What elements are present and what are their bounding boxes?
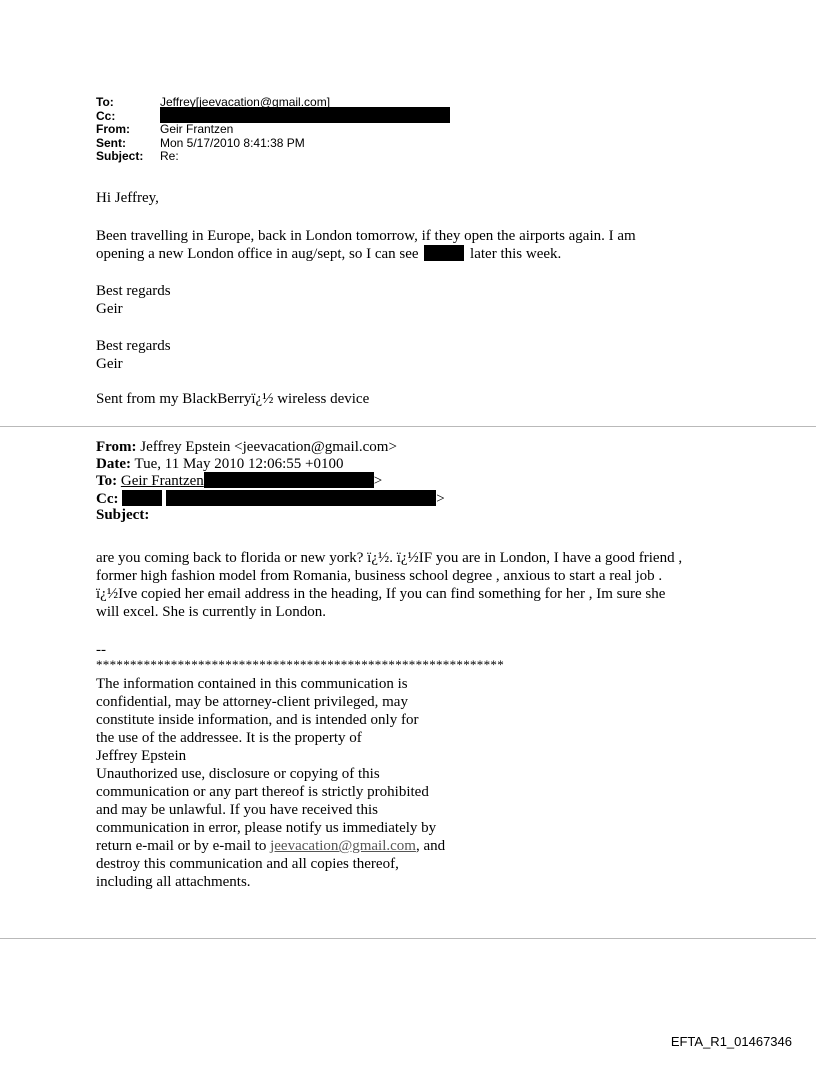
fwd-subject-row bbox=[96, 507, 445, 524]
signoff-2: Best regards bbox=[96, 338, 171, 354]
email-link[interactable]: jeevacation@gmail.com bbox=[270, 838, 416, 854]
disclaimer-line-12: including all attachments. bbox=[96, 874, 251, 890]
disclaimer-line-6: Unauthorized use, disclosure or copying of this bbox=[96, 766, 380, 782]
signature-1 bbox=[96, 282, 171, 318]
reply-greeting: Hi Jeffrey, bbox=[96, 190, 159, 206]
fwd-cc-tail: > bbox=[436, 490, 445, 507]
reply-body-line-2b: later this week. bbox=[470, 246, 562, 262]
redaction-block bbox=[424, 245, 464, 261]
fwd-body-line-3: ï¿½Ive copied her email address in the heading, If you can find something for her , Im sure she bbox=[96, 586, 666, 602]
from-value: Geir Frantzen bbox=[160, 122, 234, 137]
disclaimer-line-2: confidential, may be attorney-client privileged, may bbox=[96, 694, 408, 710]
disclaimer-line-9: communication in error, please notify us immediately by bbox=[96, 820, 437, 836]
signature-2 bbox=[96, 337, 171, 373]
disclaimer-stars: ************************************************************ bbox=[96, 657, 504, 672]
to-value[interactable]: Jeffrey[jeevacation@gmail.com] bbox=[160, 95, 331, 109]
fwd-from-label: From: bbox=[96, 439, 137, 455]
forwarded-body bbox=[96, 549, 682, 621]
fwd-date-label: Date: bbox=[96, 455, 131, 472]
disclaimer-line-1: The information contained in this communication is bbox=[96, 676, 408, 692]
subject-value: Re: bbox=[160, 149, 179, 164]
disclaimer-line-8: and may be unlawful. If you have received this bbox=[96, 802, 378, 818]
fwd-to-label: To: bbox=[96, 473, 118, 489]
fwd-cc-row bbox=[96, 490, 445, 508]
disclaimer-line-5: Jeffrey Epstein bbox=[96, 748, 187, 764]
disclaimer-line-11: destroy this communication and all copies thereof, bbox=[96, 856, 399, 872]
sender-name-1: Geir bbox=[96, 301, 123, 317]
reply-body bbox=[96, 227, 636, 263]
sent-label: Sent: bbox=[96, 135, 126, 150]
fwd-to-value[interactable]: Geir Frantzen bbox=[120, 473, 204, 489]
signoff-1: Best regards bbox=[96, 283, 171, 299]
fwd-from-row bbox=[96, 439, 445, 456]
email-header bbox=[96, 96, 450, 164]
disclaimer-dashes: -- bbox=[96, 642, 106, 658]
to-underline bbox=[160, 108, 352, 109]
reply-body-line-1: Been travelling in Europe, back in London tomorrow, if they open the airports again. I am bbox=[96, 228, 636, 244]
cc-row bbox=[96, 110, 450, 124]
divider-bottom bbox=[0, 938, 816, 939]
divider-top bbox=[0, 426, 816, 427]
disclaimer-line-4: the use of the addressee. It is the property of bbox=[96, 730, 362, 746]
fwd-body-line-2: former high fashion model from Romania, business school degree , anxious to start a real job . bbox=[96, 568, 663, 584]
to-label: To: bbox=[96, 95, 114, 109]
disclaimer-line-10a: return e-mail or by e-mail to bbox=[96, 838, 267, 854]
reply-body-line-2 bbox=[96, 245, 636, 263]
subject-row bbox=[96, 150, 450, 164]
fwd-body-line-4: will excel. She is currently in London. bbox=[96, 604, 326, 620]
fwd-from-value[interactable]: Jeffrey Epstein <jeevacation@gmail.com> bbox=[140, 439, 397, 455]
disclaimer-line-3: constitute inside information, and is intended only for bbox=[96, 712, 419, 728]
fwd-cc-label: Cc: bbox=[96, 490, 119, 507]
fwd-cc-redaction-2 bbox=[166, 490, 436, 506]
reply-body-line-2a: opening a new London office in aug/sept, so I can see bbox=[96, 246, 419, 262]
fwd-body-line-1: are you coming back to florida or new york? ï¿½. ï¿½IF you are in London, I have a good friend , bbox=[96, 550, 683, 566]
fwd-cc-redaction-1 bbox=[122, 490, 162, 506]
disclaimer bbox=[96, 641, 504, 891]
document-id: EFTA_R1_01467346 bbox=[670, 1034, 792, 1049]
disclaimer-line-10b: , and bbox=[415, 838, 446, 854]
device-signature: Sent from my BlackBerryï¿½ wireless device bbox=[96, 391, 370, 407]
forwarded-header bbox=[96, 439, 445, 524]
fwd-date-row bbox=[96, 456, 445, 473]
subject-label: Subject: bbox=[96, 149, 144, 164]
sent-value: Mon 5/17/2010 8:41:38 PM bbox=[160, 135, 305, 150]
from-row bbox=[96, 123, 450, 137]
fwd-to-row bbox=[96, 472, 445, 490]
fwd-to-redaction bbox=[204, 472, 374, 488]
fwd-to-tail: > bbox=[373, 473, 383, 489]
fwd-date-value: Tue, 11 May 2010 12:06:55 +0100 bbox=[134, 455, 344, 472]
sender-name-2: Geir bbox=[96, 356, 123, 372]
fwd-subject-label: Subject: bbox=[96, 507, 150, 523]
sent-row bbox=[96, 137, 450, 151]
disclaimer-line-7: communication or any part thereof is strictly prohibited bbox=[96, 784, 429, 800]
disclaimer-line-10 bbox=[96, 837, 504, 855]
from-label: From: bbox=[96, 122, 130, 137]
cc-label: Cc: bbox=[96, 108, 116, 123]
